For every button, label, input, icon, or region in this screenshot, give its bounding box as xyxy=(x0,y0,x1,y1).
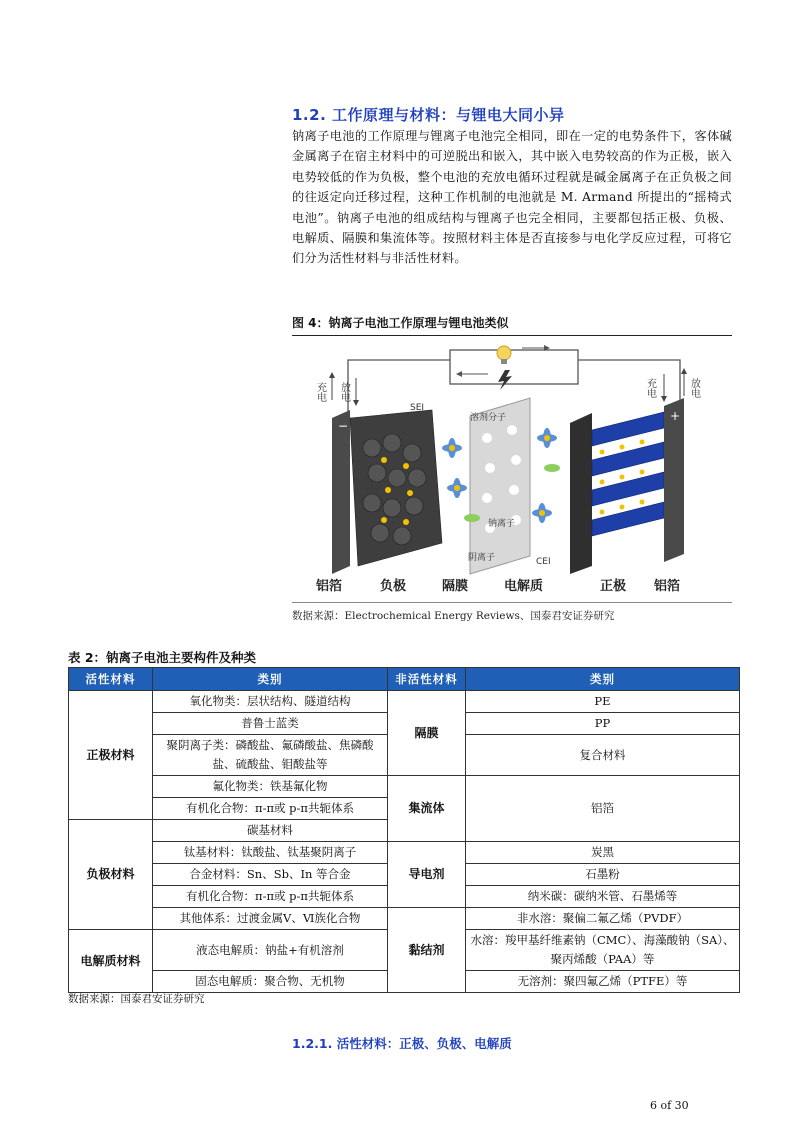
table-cell: 非水溶：聚偏二氟乙烯（PVDF） xyxy=(466,908,740,930)
table-cell: 氧化物类：层状结构、隧道结构 xyxy=(153,691,388,713)
battery-diagram xyxy=(292,338,732,603)
table-cell: 有机化合物：π-π或 p-π共轭体系 xyxy=(153,798,388,820)
discharge-label-left: 放电 xyxy=(338,382,350,402)
cathode-layers xyxy=(592,412,664,536)
anion-label: 阴离子 xyxy=(468,553,496,563)
separator xyxy=(470,398,530,574)
table-row xyxy=(69,691,740,713)
table-row xyxy=(69,908,740,930)
table-cell: 炭黑 xyxy=(466,842,740,864)
table-cell: 无溶剂：聚四氟乙烯（PTFE）等 xyxy=(466,971,740,993)
bottom-label-foil-left: 铝箔 xyxy=(316,579,343,594)
discharge-label-right: 放电 xyxy=(688,378,700,398)
bottom-label-foil-right: 铝箔 xyxy=(654,579,681,594)
table-cell: 石墨粉 xyxy=(466,864,740,886)
figure-title: 图 4：钠离子电池工作原理与锂电池类似 xyxy=(292,314,732,336)
category-conductive: 导电剂 xyxy=(388,842,466,908)
category-separator: 隔膜 xyxy=(388,691,466,776)
table-cell: 其他体系：过渡金属Ⅴ、Ⅵ族化合物 xyxy=(153,908,388,930)
table-cell: 固态电解质：聚合物、无机物 xyxy=(153,971,388,993)
subsection-title: 1.2.1. 活性材料：正极、负极、电解质 xyxy=(292,1036,512,1051)
table-cell: PE xyxy=(466,691,740,713)
header-category-1: 类别 xyxy=(153,668,388,691)
header-active: 活性材料 xyxy=(69,668,153,691)
charge-label-left: 充电 xyxy=(314,382,326,402)
table-cell: 有机化合物：π-π或 p-π共轭体系 xyxy=(153,886,388,908)
anode-layer xyxy=(350,410,442,566)
table-cell: PP xyxy=(466,713,740,735)
table-row xyxy=(69,842,740,864)
sei-label: SEI xyxy=(410,403,425,413)
table-cell: 聚阴离子类：磷酸盐、氟磷酸盐、焦磷酸盐、硫酸盐、钼酸盐等 xyxy=(153,735,388,776)
table-source: 数据来源：国泰君安证券研究 xyxy=(68,993,205,1005)
left-foil xyxy=(332,410,350,574)
category-cathode: 正极材料 xyxy=(69,691,153,820)
table-cell: 碳基材料 xyxy=(153,820,388,842)
table-cell: 液态电解质：钠盐+有机溶剂 xyxy=(153,930,388,971)
table-header-row xyxy=(69,668,740,691)
minus-sign: − xyxy=(338,419,349,433)
table-cell: 纳米碳：碳纳米管、石墨烯等 xyxy=(466,886,740,908)
table-row xyxy=(69,776,740,798)
category-anode: 负极材料 xyxy=(69,820,153,930)
page-number: 6 of 30 xyxy=(650,1099,689,1112)
table-cell: 钛基材料：钛酸盐、钛基聚阴离子 xyxy=(153,842,388,864)
bottom-label-electrolyte: 电解质 xyxy=(504,579,544,594)
table-cell: 普鲁士蓝类 xyxy=(153,713,388,735)
bottom-label-anode: 负极 xyxy=(380,579,407,594)
header-category-2: 类别 xyxy=(466,668,740,691)
table-cell: 氟化物类：铁基氟化物 xyxy=(153,776,388,798)
bottom-label-separator: 隔膜 xyxy=(442,579,469,594)
solvent-label: 溶剂分子 xyxy=(470,413,507,423)
section-title: 1.2. 工作原理与材料：与锂电大同小异 xyxy=(292,106,565,124)
category-collector: 集流体 xyxy=(388,776,466,842)
cei-label: CEI xyxy=(536,557,551,567)
bottom-label-cathode: 正极 xyxy=(600,579,627,594)
cathode-base xyxy=(570,413,592,574)
plus-sign: + xyxy=(670,409,681,423)
intro-paragraph: 钠离子电池的工作原理与锂离子电池完全相同，即在一定的电势条件下，客体碱金属离子在宿主材料中的可逆脱出和嵌入，其中嵌入电势较高的作为正极，嵌入电势较低的作为负极，整个电池的充放电循环过程就是碱金属离子在正负极之间的往返定向迁移过程，这种工作机制的电池就是 M. Armand 所提出的“摇椅式电池”。钠离子电池的组成结构与锂离子也完全相同，主要都包括正极、负极、电解质、隔膜和集流体等。按照材料主体是否直接参与电化学反应过程，可将它们分为活性材料与非活性材料。 xyxy=(292,129,732,266)
materials-table xyxy=(68,667,740,993)
category-binder: 黏结剂 xyxy=(388,908,466,993)
table-cell: 复合材料 xyxy=(466,735,740,776)
table-title: 表 2：钠离子电池主要构件及种类 xyxy=(68,650,257,665)
table-cell: 合金材料：Sn、Sb、In 等合金 xyxy=(153,864,388,886)
table-cell: 铝箔 xyxy=(466,776,740,842)
header-inactive: 非活性材料 xyxy=(388,668,466,691)
category-electrolyte: 电解质材料 xyxy=(69,930,153,993)
figure-source: 数据来源：Electrochemical Energy Reviews、国泰君安证券研究 xyxy=(292,610,615,622)
sodium-ion-label: 钠离子 xyxy=(488,519,516,529)
charge-label-right: 充电 xyxy=(644,378,656,398)
table-cell: 水溶：羧甲基纤维素钠（CMC）、海藻酸钠（SA）、聚丙烯酸（PAA）等 xyxy=(466,930,740,971)
